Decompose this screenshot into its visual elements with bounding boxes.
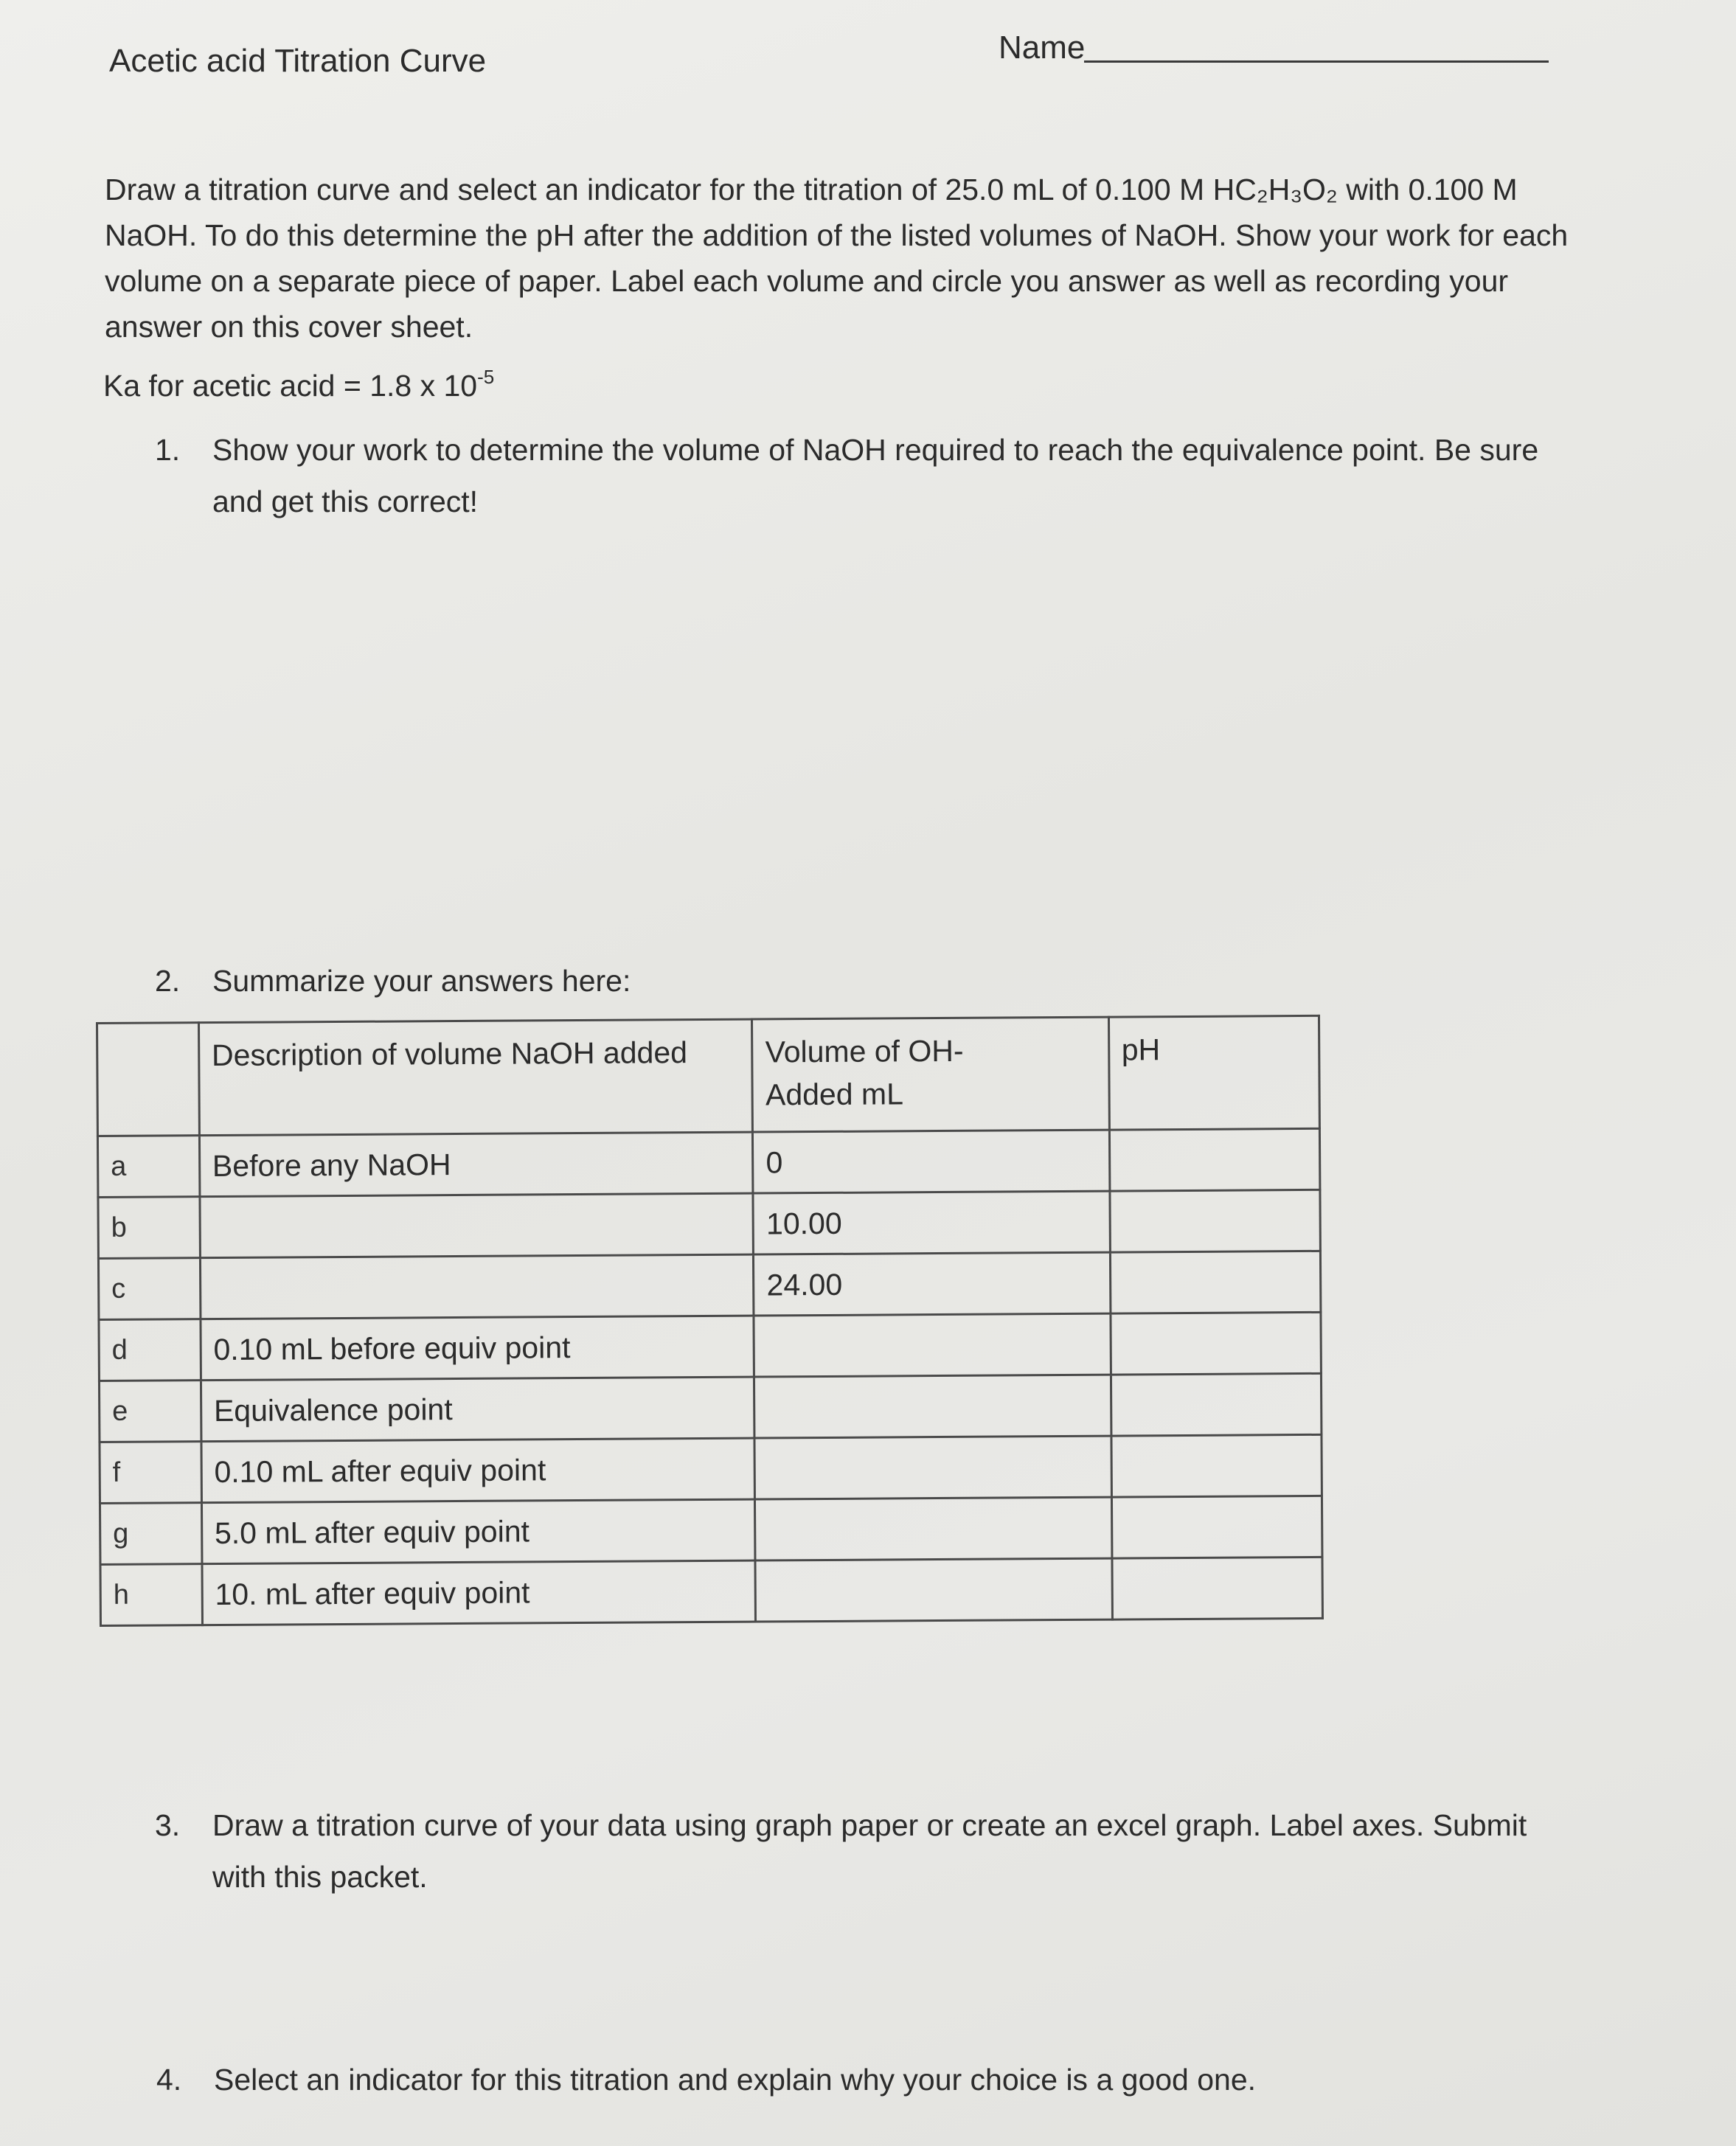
row-ph-answer — [1111, 1496, 1322, 1558]
table-row — [98, 1251, 1320, 1319]
row-ph-answer — [1110, 1251, 1321, 1313]
question-1 — [155, 424, 1556, 535]
row-ph-answer — [1109, 1190, 1320, 1252]
row-description: 0.10 mL before equiv point — [201, 1316, 754, 1381]
table-row — [99, 1312, 1321, 1381]
row-letter: g — [100, 1503, 201, 1565]
instructions-paragraph: Draw a titration curve and select an indicator for the titration of 25.0 mL of 0.100 M HC₂H₃O₂ with 0.100 M NaOH. To do this determine the pH after the addition of the listed volumes of NaOH. Show your work for each volume on a separate piece of paper. Label each volume and circle you answer as well as recording your answer on this cover sheet. — [105, 173, 1569, 344]
page-title: Acetic acid Titration Curve — [109, 43, 487, 79]
row-letter: d — [99, 1319, 201, 1381]
question-3 — [155, 1799, 1556, 1910]
row-volume — [754, 1313, 1111, 1377]
header-ph: pH — [1108, 1015, 1319, 1130]
row-description: Equivalence point — [201, 1377, 754, 1442]
row-description: Before any NaOH — [199, 1132, 753, 1197]
header-volume-line2: Added mL — [765, 1077, 904, 1112]
row-ph-answer — [1111, 1373, 1322, 1436]
row-description — [200, 1254, 754, 1319]
row-volume — [754, 1436, 1111, 1499]
table-row — [97, 1128, 1319, 1197]
ka-exponent: -5 — [477, 366, 495, 388]
row-ph-answer — [1111, 1434, 1322, 1497]
table-row — [100, 1557, 1322, 1625]
table-header-row — [97, 1015, 1320, 1136]
row-description: 10. mL after equiv point — [202, 1560, 756, 1625]
row-volume: 10.00 — [753, 1191, 1110, 1254]
instructions — [105, 167, 1580, 350]
question-number: 3. — [155, 1808, 181, 1842]
row-letter: b — [98, 1197, 200, 1259]
row-volume — [755, 1558, 1112, 1622]
row-letter: c — [98, 1258, 200, 1320]
name-label: Name — [999, 29, 1086, 66]
answers-table — [96, 1015, 1324, 1627]
row-description — [200, 1193, 754, 1258]
row-volume — [754, 1375, 1111, 1438]
table-row — [100, 1434, 1322, 1503]
header-description: Description of volume NaOH added — [198, 1019, 753, 1136]
row-description: 0.10 mL after equiv point — [201, 1438, 755, 1503]
ka-text: Ka for acetic acid = 1.8 x 10 — [103, 369, 478, 403]
row-ph-answer — [1111, 1557, 1322, 1619]
header-volume — [752, 1017, 1109, 1132]
row-ph-answer — [1110, 1312, 1321, 1375]
question-4 — [156, 2054, 1558, 2105]
row-letter: a — [97, 1136, 199, 1198]
ka-statement — [103, 366, 495, 403]
name-blank-line — [1084, 60, 1549, 63]
row-letter: e — [99, 1381, 201, 1442]
question-2 — [155, 955, 1261, 1007]
row-ph-answer — [1109, 1128, 1320, 1191]
row-volume: 24.00 — [754, 1252, 1111, 1316]
header-blank-cell — [97, 1023, 200, 1136]
table-row — [100, 1496, 1322, 1564]
row-description: 5.0 mL after equiv point — [201, 1499, 755, 1564]
row-letter: h — [100, 1564, 202, 1626]
question-number: 2. — [155, 964, 181, 998]
question-text: Select an indicator for this titration and explain why your choice is a good one. — [214, 2063, 1257, 2097]
table-row — [99, 1373, 1321, 1442]
row-volume: 0 — [753, 1130, 1110, 1193]
table-row — [98, 1190, 1320, 1258]
header-volume-line1: Volume of OH- — [765, 1033, 964, 1069]
question-number: 4. — [156, 2063, 182, 2097]
question-number: 1. — [155, 433, 181, 467]
question-text: Show your work to determine the volume of NaOH required to reach the equivalence point. Be sure and get this correct! — [212, 433, 1539, 518]
question-text: Draw a titration curve of your data using graph paper or create an excel graph. Label axes. Submit with this packet. — [212, 1808, 1527, 1894]
row-letter: f — [100, 1442, 201, 1504]
row-volume — [755, 1497, 1112, 1560]
question-text: Summarize your answers here: — [212, 964, 631, 998]
